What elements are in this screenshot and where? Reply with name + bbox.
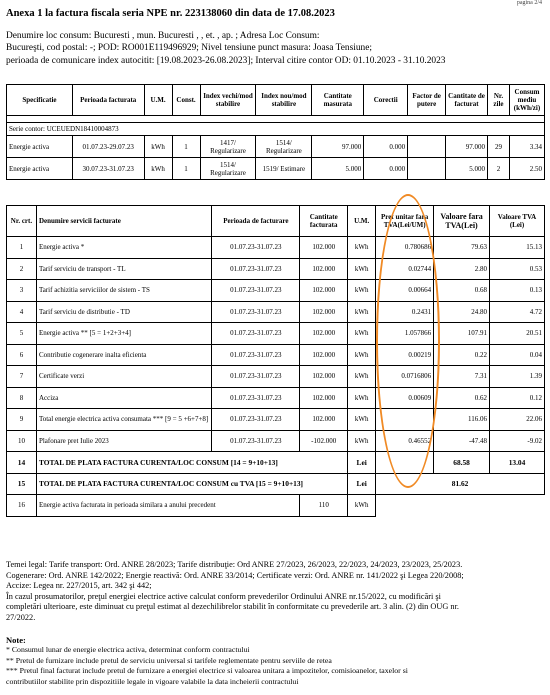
cell: kWh <box>348 387 376 409</box>
cell: 1514/ Regularizare <box>200 158 256 180</box>
col-header: Index nou/mod stabilire <box>256 85 312 116</box>
cell: 1417/ Regularizare <box>200 136 256 158</box>
cell: kWh <box>348 344 376 366</box>
cell: 7.31 <box>434 366 490 388</box>
cell: kWh <box>348 366 376 388</box>
cell: 10 <box>7 430 37 452</box>
cell: 3.34 <box>509 136 544 158</box>
cell: 16 <box>7 495 37 517</box>
table-row <box>7 136 545 158</box>
cell: 102.000 <box>300 387 348 409</box>
cell: kWh <box>348 258 376 280</box>
col-header: Factor de putere <box>408 85 446 116</box>
cell: kWh <box>348 430 376 452</box>
cell: -47.48 <box>434 430 490 452</box>
cell: -9.02 <box>490 430 545 452</box>
cell: 30.07.23-31.07.23 <box>72 158 144 180</box>
cell: 0.62 <box>434 387 490 409</box>
cell: 0.780686 <box>376 237 434 259</box>
cell: 0.04 <box>490 344 545 366</box>
cell: 110 <box>300 495 348 517</box>
cell: 116.06 <box>434 409 490 431</box>
cell: Tarif serviciu de transport - TL <box>36 258 212 280</box>
cell: 79.63 <box>434 237 490 259</box>
cell: 24.80 <box>434 301 490 323</box>
cell: Lei <box>348 473 376 495</box>
cell: 0.000 <box>364 158 408 180</box>
cell: 8 <box>7 387 37 409</box>
cell: 102.000 <box>300 323 348 345</box>
table-row <box>7 158 545 180</box>
cell: 2.80 <box>434 258 490 280</box>
col-header: Nr. crt. <box>7 206 37 237</box>
table-row <box>7 237 545 259</box>
header-line: Denumire loc consum: Bucuresti , mun. Bucuresti , , et. , ap. ; Adresa Loc Consum: <box>6 31 320 41</box>
cell: 01.07.23-31.07.23 <box>212 430 300 452</box>
col-header: Perioada de facturare <box>212 206 300 237</box>
col-header: Index vechi/mod stabilire <box>200 85 256 116</box>
footer-line: completări ulterioare, este diminuat cu preţul estimat al dezechilibrelor stabilit în conformitate cu prevederile art. 3 alin. (2) din OUG nr. <box>6 602 459 612</box>
cell: 0.02744 <box>376 258 434 280</box>
col-header: U.M. <box>348 206 376 237</box>
total-row-14 <box>7 452 545 474</box>
meter-readings-table <box>6 84 545 180</box>
note-line: * Consumul lunar de energie electrica activa, determinat conform contractului <box>6 645 250 655</box>
cell <box>376 452 434 474</box>
cell: kWh <box>144 158 172 180</box>
page-number: pagina 2/4 <box>516 0 542 6</box>
cell: -102.000 <box>300 430 348 452</box>
cell: kWh <box>348 237 376 259</box>
cell: 6 <box>7 344 37 366</box>
total-label: TOTAL DE PLATA FACTURA CURENTA/LOC CONSUM [14 = 9+10+13] <box>36 452 347 474</box>
cell: Energie activa <box>7 158 73 180</box>
total-row-15 <box>7 473 545 495</box>
cell: 0.68 <box>434 280 490 302</box>
cell: 01.07.23-29.07.23 <box>72 136 144 158</box>
col-header: Consum mediu (kWh/zi) <box>509 85 544 116</box>
cell: Plafonare pret Iulie 2023 <box>36 430 212 452</box>
cell: kWh <box>348 280 376 302</box>
cell: 01.07.23-31.07.23 <box>212 323 300 345</box>
cell: 4.72 <box>490 301 545 323</box>
cell: 01.07.23-31.07.23 <box>212 409 300 431</box>
cell: 01.07.23-31.07.23 <box>212 387 300 409</box>
col-header: Cantitate facturata <box>300 206 348 237</box>
cell: 15.13 <box>490 237 545 259</box>
header-line: Bucureşti, cod postal: -; POD: RO001E119496929; Nivel tensiune punct masura: Joasa Tensiune; <box>6 43 372 54</box>
table-row <box>7 344 545 366</box>
cell: 0.13 <box>490 280 545 302</box>
cell: 97.000 <box>446 136 488 158</box>
cell: 5 <box>7 323 37 345</box>
cell: Total energie electrica activa consumata *** [9 = 5 +6+7+8] <box>36 409 212 431</box>
cell: 102.000 <box>300 301 348 323</box>
cell: 01.07.23-31.07.23 <box>212 237 300 259</box>
cell: Energie activa * <box>36 237 212 259</box>
cell: kWh <box>348 301 376 323</box>
cell: 102.000 <box>300 366 348 388</box>
cell: 7 <box>7 366 37 388</box>
col-header: Cantitate de facturat <box>446 85 488 116</box>
cell: 0.53 <box>490 258 545 280</box>
cell: 01.07.23-31.07.23 <box>212 366 300 388</box>
table-row <box>7 430 545 452</box>
cell: 1.057866 <box>376 323 434 345</box>
legal-basis-text <box>6 560 546 624</box>
cell: kWh <box>348 495 376 517</box>
cell: Tarif achizitia serviciilor de sistem - TS <box>36 280 212 302</box>
document-title: Anexa 1 la factura fiscala seria NPE nr. 223138060 din data de 17.08.2023 <box>6 8 335 19</box>
table-row <box>7 409 545 431</box>
cell: 102.000 <box>300 280 348 302</box>
cell: 0.12 <box>490 387 545 409</box>
cell: 14 <box>7 452 37 474</box>
note-line: contributiilor stabilite prin dispozitiile legale in vigoare valabile la data incheierii contractului <box>6 676 299 686</box>
cell: 3 <box>7 280 37 302</box>
col-header: Corectii <box>364 85 408 116</box>
cell <box>376 495 545 517</box>
billed-services-table <box>6 205 545 517</box>
col-header: Valoare fara TVA(Lei) <box>434 206 490 237</box>
cell: Tarif serviciu de distributie - TD <box>36 301 212 323</box>
cell: 107.91 <box>434 323 490 345</box>
col-header: U.M. <box>144 85 172 116</box>
row-16 <box>7 495 545 517</box>
consumption-place-header <box>6 30 546 67</box>
table-row <box>7 387 545 409</box>
cell: 0.0716806 <box>376 366 434 388</box>
cell: 5.000 <box>446 158 488 180</box>
cell: 102.000 <box>300 258 348 280</box>
cell: 2 <box>488 158 510 180</box>
cell <box>408 158 446 180</box>
cell: 0.00664 <box>376 280 434 302</box>
cell: 9 <box>7 409 37 431</box>
col-header: Const. <box>172 85 200 116</box>
cell: 29 <box>488 136 510 158</box>
col-header: Pret unitar fara TVA(Lei/UM) <box>376 206 434 237</box>
cell: kWh <box>348 409 376 431</box>
cell: Energie activa <box>7 136 73 158</box>
note-line: *** Pretul final facturat include pretul de furnizare a energiei electrice si valoarea unitara a impozitelor, comisioanelor, taxelor si <box>6 666 408 676</box>
table-row <box>7 323 545 345</box>
cell: 1 <box>172 136 200 158</box>
cell: 0.46552 <box>376 430 434 452</box>
cell: 22.06 <box>490 409 545 431</box>
cell: 2.50 <box>509 158 544 180</box>
total-label: TOTAL DE PLATA FACTURA CURENTA/LOC CONSUM cu TVA [15 = 9+10+13] <box>36 473 347 495</box>
footer-line: Temei legal: Tarife transport: Ord. ANRE 28/2023; Tarife distribuţie: Ord ANRE 27/2023, 26/2023, 22/2023, 24/2023, 23/2023, 25/2023. <box>6 560 463 569</box>
table-row <box>7 258 545 280</box>
col-header: Perioada facturata <box>72 85 144 116</box>
cell: kWh <box>144 136 172 158</box>
cell: 1514/ Regularizare <box>256 136 312 158</box>
cell: 102.000 <box>300 237 348 259</box>
cell: 97.000 <box>312 136 364 158</box>
cell: 0.2431 <box>376 301 434 323</box>
cell: Contributie cogenerare inalta eficienta <box>36 344 212 366</box>
col-header: Denumire servicii facturate <box>36 206 212 237</box>
total-value: 68.58 <box>434 452 490 474</box>
cell: 01.07.23-31.07.23 <box>212 258 300 280</box>
col-header: Nr. zile <box>488 85 510 116</box>
meter-serial: Serie contor: UCEUEDN18410004873 <box>7 123 545 136</box>
cell: 1 <box>7 237 37 259</box>
cell: 0.00219 <box>376 344 434 366</box>
header-line: perioada de comunicare index autocitit: [19.08.2023-26.08.2023]; Interval citire contor OD: 01.10.2023 - 31.10.2023 <box>6 55 446 66</box>
cell <box>376 409 434 431</box>
notes-title: Note: <box>6 635 26 645</box>
cell: 15 <box>7 473 37 495</box>
cell: 0.00609 <box>376 387 434 409</box>
cell <box>408 136 446 158</box>
table-row <box>7 280 545 302</box>
cell: Acciza <box>36 387 212 409</box>
footer-line: Accize: Legea nr. 227/2015, art. 342 şi 442; <box>6 581 152 591</box>
cell: 102.000 <box>300 344 348 366</box>
cell: 0.000 <box>364 136 408 158</box>
table-row <box>7 301 545 323</box>
cell: 1519/ Estimare <box>256 158 312 180</box>
cell: 01.07.23-31.07.23 <box>212 280 300 302</box>
cell: Certificate verzi <box>36 366 212 388</box>
cell: 1 <box>172 158 200 180</box>
col-header: Cantitate masurata <box>312 85 364 116</box>
cell: 4 <box>7 301 37 323</box>
cell: 2 <box>7 258 37 280</box>
col-header: Specificatie <box>7 85 73 116</box>
footer-line: În cazul prosumatorilor, preţul energiei electrice active calculat conform prevederilor Ordinului ANRE nr.15/2022, cu modificări şi <box>6 591 441 601</box>
cell: Energie activa ** [5 = 1+2+3+4] <box>36 323 212 345</box>
cell: Energie activa facturata in perioada similara a anului precedent <box>36 495 299 517</box>
cell: 20.51 <box>490 323 545 345</box>
footer-line: 27/2022. <box>6 612 36 622</box>
col-header: Valoare TVA (Lei) <box>490 206 545 237</box>
cell: 01.07.23-31.07.23 <box>212 344 300 366</box>
total-vat: 13.04 <box>490 452 545 474</box>
cell: 01.07.23-31.07.23 <box>212 301 300 323</box>
footer-line: Cogenerare: Ord. ANRE 142/2022; Energie reactivă: Ord. ANRE 33/2014; Certificate verzi: Ord. ANRE nr. 141/2022 şi Legea 220/2008; <box>6 570 464 580</box>
cell: 102.000 <box>300 409 348 431</box>
cell: 1.39 <box>490 366 545 388</box>
note-line: ** Pretul de furnizare include pretul de serviciu universal si tarifele reglementate pentru serviile de retea <box>6 655 332 665</box>
cell: 0.22 <box>434 344 490 366</box>
notes-section <box>6 635 546 687</box>
cell: 5.000 <box>312 158 364 180</box>
cell: Lei <box>348 452 376 474</box>
cell: kWh <box>348 323 376 345</box>
table-row <box>7 366 545 388</box>
total-value-with-vat: 81.62 <box>376 473 545 495</box>
